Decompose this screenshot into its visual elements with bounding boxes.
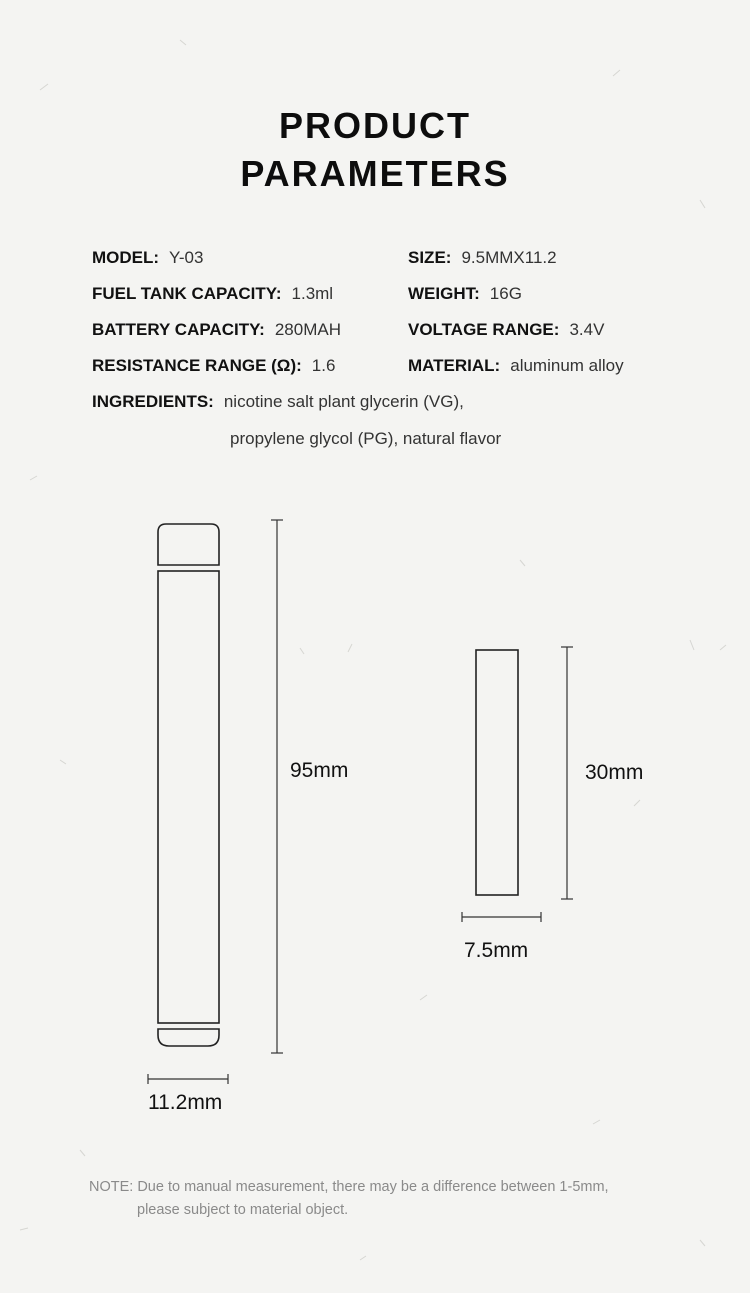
page-title-line1: PRODUCT bbox=[279, 105, 471, 146]
spec-resistance-label: RESISTANCE RANGE (Ω): bbox=[92, 356, 302, 375]
spec-model-label: MODEL: bbox=[92, 248, 160, 267]
spec-weight-value: 16G bbox=[489, 284, 522, 303]
spec-battery-value: 280MAH bbox=[274, 320, 341, 339]
pod-length-label: 30mm bbox=[585, 761, 644, 784]
spec-material-label: MATERIAL: bbox=[408, 356, 501, 375]
spec-fuel-tank-value: 1.3ml bbox=[291, 284, 334, 303]
device-mouthpiece bbox=[158, 524, 219, 565]
pod-body bbox=[476, 650, 518, 895]
pod-width-label: 7.5mm bbox=[464, 939, 529, 962]
spec-voltage-label: VOLTAGE RANGE: bbox=[408, 320, 560, 339]
spec-size-label: SIZE: bbox=[408, 248, 452, 267]
note-line2: please subject to material object. bbox=[137, 1202, 349, 1218]
spec-weight-label: WEIGHT: bbox=[408, 284, 480, 303]
spec-battery-label: BATTERY CAPACITY: bbox=[92, 320, 265, 339]
spec-ingredients-value: nicotine salt plant glycerin (VG), bbox=[223, 392, 464, 411]
device-length-label: 95mm bbox=[290, 759, 349, 782]
spec-ingredients-label: INGREDIENTS: bbox=[92, 392, 214, 411]
device-body bbox=[158, 571, 219, 1023]
spec-size-value: 9.5MMX11.2 bbox=[461, 248, 557, 267]
spec-model-value: Y-03 bbox=[169, 248, 204, 267]
device-width-label: 11.2mm bbox=[148, 1091, 223, 1114]
spec-voltage-value: 3.4V bbox=[569, 320, 605, 339]
device-bottom-cap bbox=[158, 1029, 219, 1046]
note-line1: NOTE: Due to manual measurement, there may be a difference between 1-5mm, bbox=[89, 1179, 609, 1195]
spec-material-value: aluminum alloy bbox=[510, 356, 624, 375]
spec-fuel-tank-label: FUEL TANK CAPACITY: bbox=[92, 284, 282, 303]
spec-resistance-value: 1.6 bbox=[311, 356, 336, 375]
page-title-line2: PARAMETERS bbox=[240, 153, 510, 194]
spec-ingredients-continued: propylene glycol (PG), natural flavor bbox=[230, 429, 502, 448]
